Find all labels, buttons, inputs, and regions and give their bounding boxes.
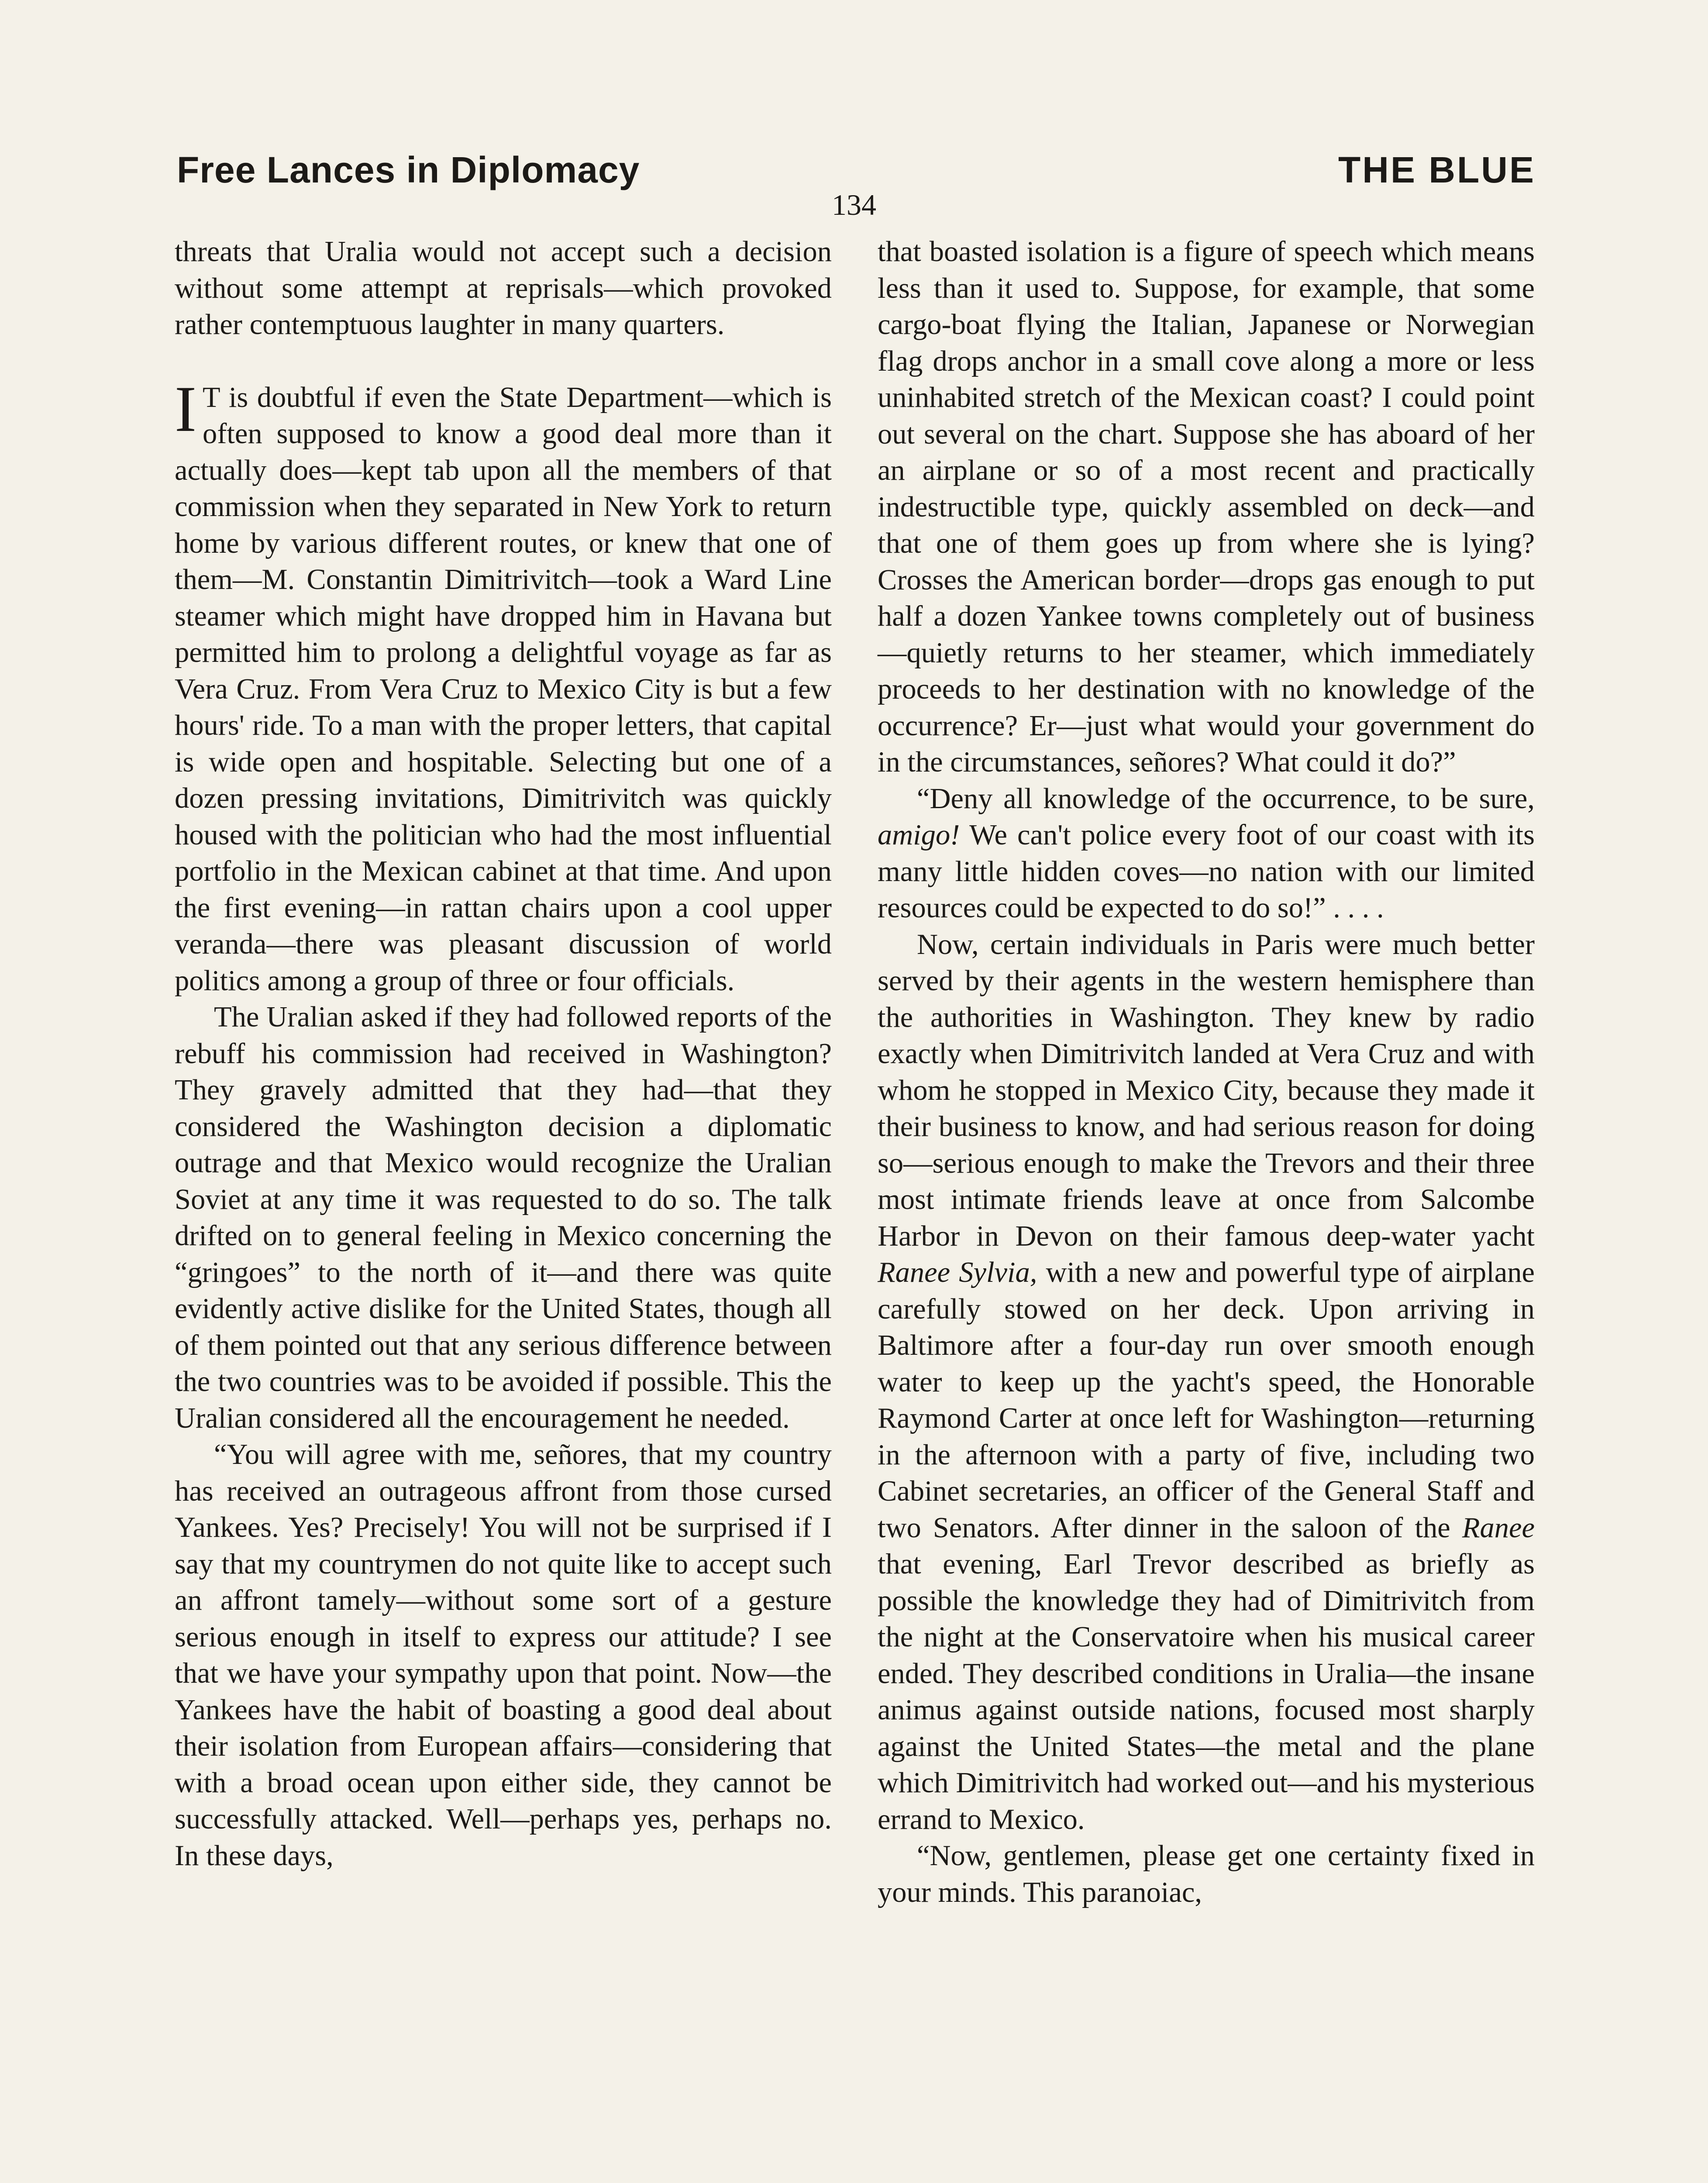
italic-run: Ranee Sylvia, <box>878 1257 1037 1288</box>
story-title: Free Lances in Diplomacy <box>177 149 640 190</box>
text-run: that evening, Earl Trevor described as briefly as possible the knowledge they had of Dimitrivitch from the night at the Conservatoire when his musical career ended. They described conditions in Uralia—the insane animus against outside nations, focused most sharply against the United States—the metal and the plane which Dimitrivitch had worked out—and his mysterious errand to Mexico. <box>878 1548 1535 1835</box>
right-column <box>878 234 1535 1911</box>
italic-run: amigo! <box>878 819 960 851</box>
magazine-name: THE BLUE <box>1338 149 1536 190</box>
text-run: We can't police every foot of our coast with its many little hidden coves—no nation with our limited resources could be expected to do so!” . . . . <box>878 819 1535 924</box>
paragraph: that boasted isolation is a figure of speech which means less than it used to. Suppose, for example, that some cargo-boat flying the Italian, Japanese or Norwegian flag drops anchor in a small cove along a more or less uninhabited stretch of the Mexican coast? I could point out several on the chart. Suppose she has aboard of her an airplane or so of a most recent and practically indestructible type, quickly assembled on deck—and that one of them goes up from where she is lying? Crosses the American border—drops gas enough to put half a dozen Yankee towns completely out of business—quietly returns to her steamer, which immediately proceeds to her destination with no knowledge of the occurrence? Er—just what would your government do in the circumstances, señores? What could it do?” <box>878 236 1535 778</box>
italic-run: Ranee <box>1462 1512 1535 1544</box>
paragraph <box>878 926 1535 1838</box>
paragraph-dropcap <box>175 372 832 999</box>
text-run: Now, certain individuals in Paris were much better served by their agents in the western hemisphere than the authorities in Washington. They knew by radio exactly when Dimitrivitch landed at Vera Cruz and with whom he stopped in Mexico City, because they made it their business to know, and had serious reason for doing so—serious enough to make the Trevors and their three most intimate friends leave at once from Salcombe Harbor in Devon on their famous deep-water yacht <box>878 928 1535 1252</box>
paragraph: The Uralian asked if they had followed reports of the rebuff his commission had received in Washington? They gravely admitted that they had—that they considered the Washington decision a diplomatic outrage and that Mexico would recognize the Uralian Soviet at any time it was requested to do so. The talk drifted on to general feeling in Mexico concerning the “gringoes” to the north of it—and there was quite evidently active dislike for the United States, though all of them pointed out that any serious difference between the two countries was to be avoided if possible. This the Uralian considered all the encouragement he needed. <box>175 1001 832 1434</box>
drop-cap: I <box>175 372 196 445</box>
page-header <box>177 139 1536 191</box>
paragraph-text: T is doubtful if even the State Department—which is often supposed to know a good deal more than it actually does—kept tab upon all the members of that commission when they separated in New York to return home by various different routes, or knew that one of them—M. Constantin Dimitrivitch—took a Ward Line steamer which might have dropped him in Havana but permitted him to prolong a delightful voyage as far as Vera Cruz. From Vera Cruz to Mexico City is but a few hours' ride. To a man with the proper letters, that capital is wide open and hospitable. Selecting but one of a dozen pressing invitations, Dimitrivitch was quickly housed with the politician who had the most influential portfolio in the Mexican cabinet at that time. And upon the first evening—in rattan chairs upon a cool upper veranda—there was pleasant discussion of world politics among a group of three or four officials. <box>175 381 832 997</box>
paragraph: “Now, gentlemen, please get one certainty fixed in your minds. This paranoiac, <box>878 1840 1535 1908</box>
page-number: 134 <box>832 188 876 221</box>
left-column <box>175 234 832 1874</box>
paragraph <box>878 781 1535 926</box>
text-run: with a new and powerful type of airplane carefully stowed on her deck. Upon arriving in Baltimore after a four-day run over smooth enough water to keep up the yacht's speed, the Honorable Raymond Carter at once left for Washington—returning in the afternoon with a party of five, including two Cabinet secretaries, an officer of the General Staff and two Senators. After dinner in the saloon of the <box>878 1257 1535 1544</box>
paragraph: threats that Uralia would not accept such a decision without some attempt at reprisals—which provoked rather contemptuous laughter in many quarters. <box>175 236 832 341</box>
text-run: “Deny all knowledge of the occurrence, to be sure, <box>917 782 1535 815</box>
paragraph: “You will agree with me, señores, that my country has received an outrageous affront from those cursed Yankees. Yes? Precisely! You will not be surprised if I say that my countrymen do not quite like to accept such an affront tamely—without some sort of a gesture serious enough in itself to express our attitude? I see that we have your sympathy upon that point. Now—the Yankees have the habit of boasting a good deal about their isolation from European affairs—considering that with a broad ocean upon either side, they cannot be successfully attacked. Well—perhaps yes, perhaps no. In these days, <box>175 1439 832 1872</box>
